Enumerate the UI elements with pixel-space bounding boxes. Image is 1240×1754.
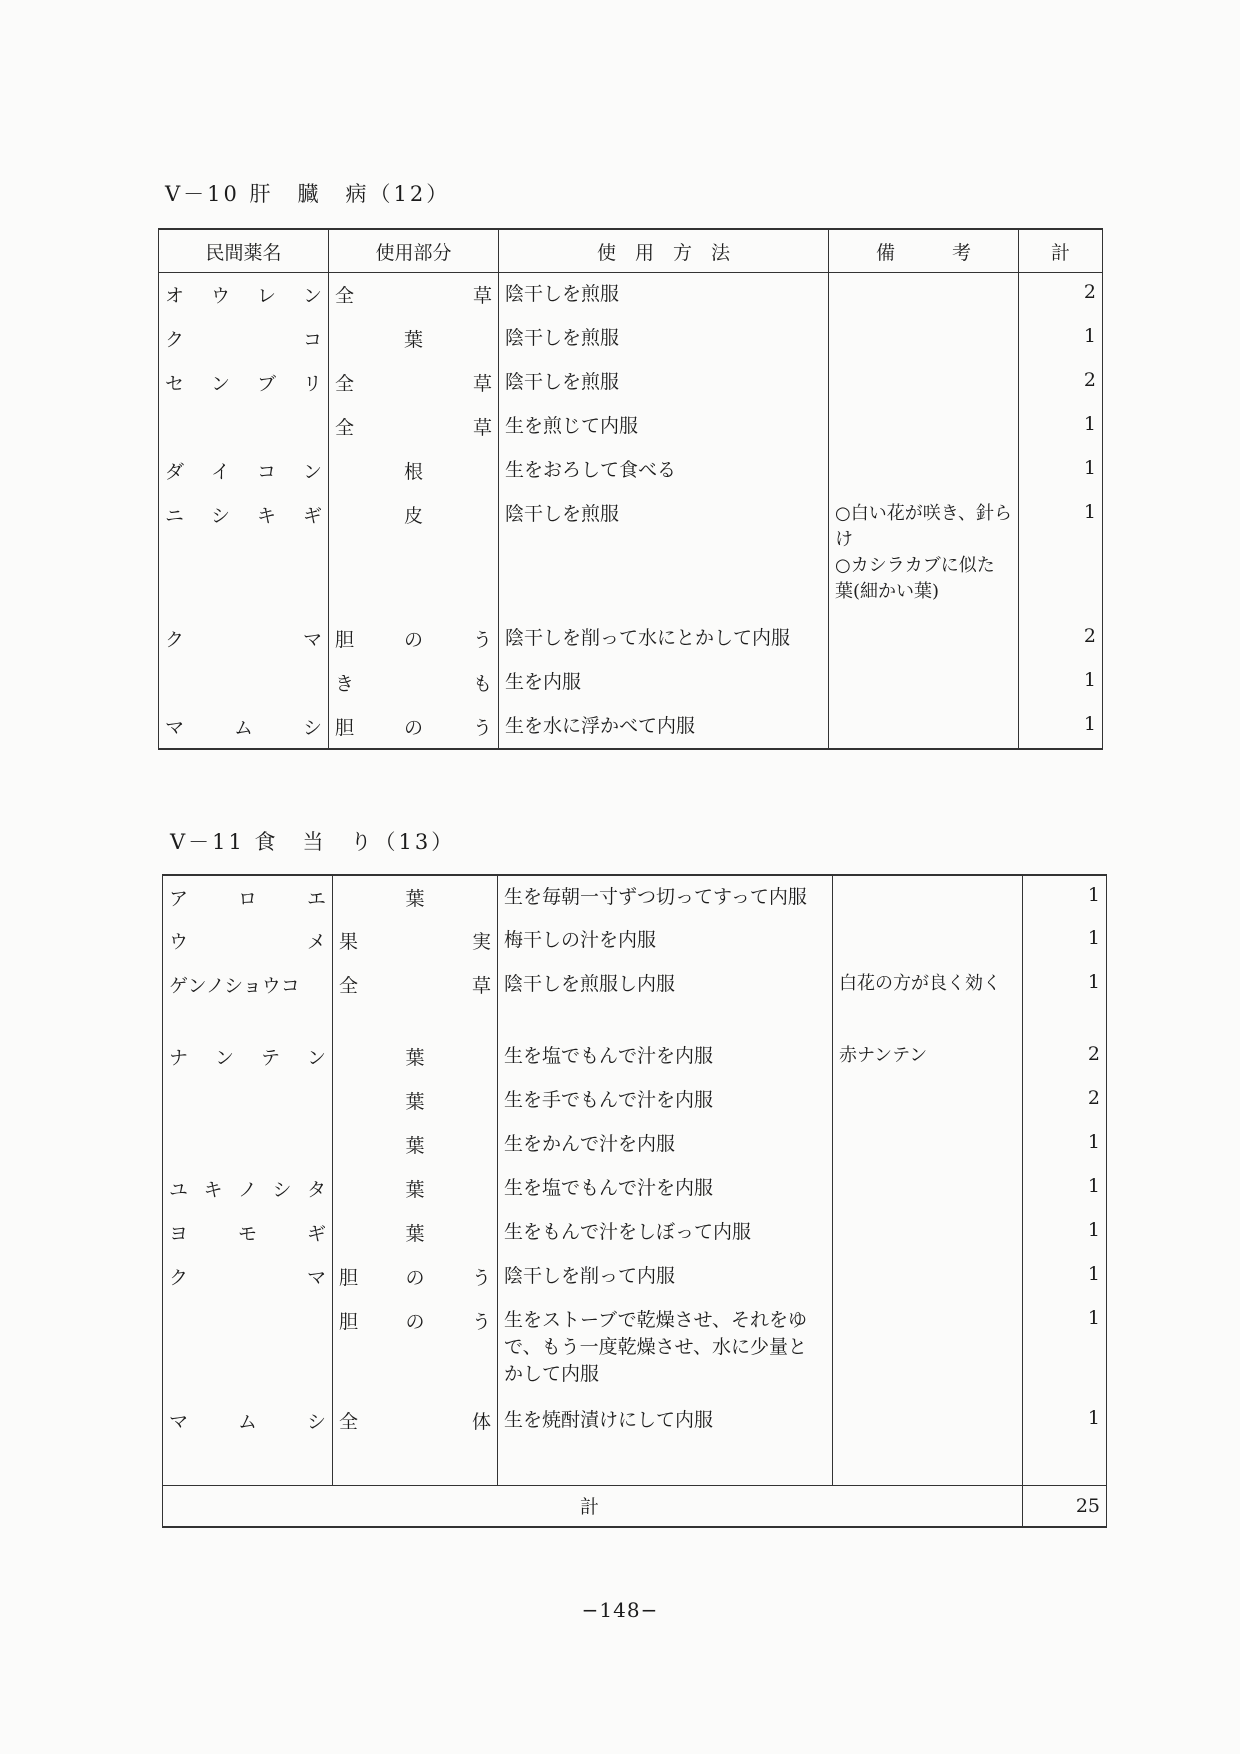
header-count: 計 [1019, 229, 1103, 273]
count: 1 [1019, 405, 1103, 449]
spread-text: 全 草 [335, 285, 492, 307]
spread-text: 全 草 [339, 975, 491, 997]
part-used [329, 617, 499, 661]
drug-name [163, 875, 333, 919]
count: 1 [1023, 1123, 1107, 1167]
table-row [159, 273, 1103, 317]
drug-name [163, 1167, 333, 1211]
remarks [833, 1399, 1023, 1485]
spread-text: ク マ [169, 1267, 326, 1289]
spread-text: ウ メ [169, 931, 326, 953]
remarks: 白花の方が良く効く [833, 963, 1023, 1035]
part-used [333, 919, 498, 963]
remarks [829, 705, 1019, 749]
drug-name [159, 317, 329, 361]
table-row [159, 617, 1103, 661]
usage-method: 生を内服 [499, 661, 829, 705]
drug-name [159, 493, 329, 617]
usage-method: 生を煎じて内服 [499, 405, 829, 449]
count: 1 [1023, 1167, 1107, 1211]
part-used: 葉 [333, 1211, 498, 1255]
total-row [163, 1485, 1107, 1527]
remarks [829, 273, 1019, 317]
count: 2 [1019, 273, 1103, 317]
drug-name [159, 273, 329, 317]
count: 2 [1019, 617, 1103, 661]
part-used: 葉 [333, 875, 498, 919]
usage-method: 生を水に浮かべて内服 [499, 705, 829, 749]
usage-method: 梅干しの汁を内服 [498, 919, 833, 963]
remarks [829, 449, 1019, 493]
table-row [163, 1211, 1107, 1255]
table-row [163, 963, 1107, 1035]
part-used [333, 1255, 498, 1299]
drug-name [163, 1399, 333, 1485]
count: 1 [1023, 919, 1107, 963]
header-part: 使用部分 [329, 229, 499, 273]
count: 1 [1023, 963, 1107, 1035]
count: 1 [1023, 1211, 1107, 1255]
drug-name: ゲンノショウコ [163, 963, 333, 1035]
drug-name [163, 1299, 333, 1399]
drug-name [163, 1079, 333, 1123]
spread-text: 胆 の う [339, 1311, 491, 1333]
table-row [163, 1123, 1107, 1167]
spread-text: ダ イ コ ン [165, 460, 322, 483]
part-used: 葉 [333, 1079, 498, 1123]
spread-text: 胆 の う [335, 628, 492, 651]
table-header-row [159, 229, 1103, 273]
total-label: 計 [163, 1485, 1023, 1527]
usage-method: 生をおろして食べる [499, 449, 829, 493]
drug-name [163, 1123, 333, 1167]
drug-name [159, 449, 329, 493]
count: 1 [1019, 493, 1103, 617]
spread-text: 果 実 [339, 931, 491, 953]
remarks [829, 361, 1019, 405]
count: 1 [1023, 1255, 1107, 1299]
spread-text: マ ム シ [165, 716, 322, 739]
spread-text: マ ム シ [169, 1411, 326, 1433]
usage-method: 陰干しを煎服し内服 [498, 963, 833, 1035]
count: 1 [1023, 875, 1107, 919]
remarks [829, 405, 1019, 449]
drug-name [163, 1035, 333, 1079]
part-used: 葉 [333, 1035, 498, 1079]
part-used: 根 [329, 449, 499, 493]
spread-text: 胆 の う [339, 1267, 491, 1289]
usage-method: 生をストーブで乾燥させ、それをゆで、もう一度乾燥させ、水に少量とかして内服 [498, 1299, 833, 1399]
part-used [329, 405, 499, 449]
usage-method: 陰干しを煎服 [499, 317, 829, 361]
part-used [329, 361, 499, 405]
remarks [829, 317, 1019, 361]
table-row [163, 1167, 1107, 1211]
part-used: 皮 [329, 493, 499, 617]
remarks [833, 1211, 1023, 1255]
usage-method: 生を塩でもんで汁を内服 [498, 1167, 833, 1211]
usage-method: 陰干しを煎服 [499, 361, 829, 405]
spread-text: ニ シ キ ギ [165, 504, 322, 527]
table-row [163, 1255, 1107, 1299]
food-poisoning-table [162, 874, 1107, 1528]
remarks [833, 919, 1023, 963]
part-used [333, 1399, 498, 1485]
count: 2 [1023, 1079, 1107, 1123]
table-row [163, 875, 1107, 919]
header-name: 民間薬名 [159, 229, 329, 273]
table-row [163, 1399, 1107, 1485]
spread-text: セ ン ブ リ [165, 372, 322, 395]
remarks [833, 1167, 1023, 1211]
drug-name [159, 617, 329, 661]
usage-method: 陰干しを削って内服 [498, 1255, 833, 1299]
remarks [829, 661, 1019, 705]
remark-line: ○カシラカブに似た葉(細かい葉) [835, 554, 995, 602]
spread-text: オ ウ レ ン [165, 285, 322, 307]
usage-method: 生を焼酎漬けにして内服 [498, 1399, 833, 1485]
remarks: 赤ナンテン [833, 1035, 1023, 1079]
remarks [833, 1123, 1023, 1167]
remarks [833, 1255, 1023, 1299]
count: 2 [1019, 361, 1103, 405]
usage-method: 陰干しを煎服 [499, 273, 829, 317]
table-row [159, 405, 1103, 449]
count: 1 [1023, 1399, 1107, 1485]
spread-text: 全 草 [335, 416, 492, 439]
spread-text: ク マ [165, 628, 322, 651]
count: 1 [1019, 317, 1103, 361]
spread-text: 全 草 [335, 372, 492, 395]
table-row [159, 705, 1103, 749]
usage-method: 生をもんで汁をしぼって内服 [498, 1211, 833, 1255]
table-row [159, 317, 1103, 361]
header-note: 備 考 [829, 229, 1019, 273]
spread-text: ア ロ エ [169, 888, 326, 910]
table-row [159, 661, 1103, 705]
drug-name [159, 405, 329, 449]
spread-text: ク コ [165, 328, 322, 351]
table-row [163, 1299, 1107, 1399]
remarks [829, 493, 1019, 617]
drug-name [159, 661, 329, 705]
liver-disease-table [158, 228, 1103, 750]
drug-name [159, 361, 329, 405]
count: 1 [1019, 661, 1103, 705]
count: 1 [1023, 1299, 1107, 1399]
table-row [159, 361, 1103, 405]
spread-text: ユ キ ノ シ タ [169, 1179, 326, 1201]
remarks [833, 1079, 1023, 1123]
drug-name [159, 705, 329, 749]
remarks [833, 875, 1023, 919]
spread-text: 胆 の う [335, 716, 492, 739]
table-row [163, 1079, 1107, 1123]
count: 1 [1019, 449, 1103, 493]
spread-text: ナ ン テ ン [169, 1047, 326, 1069]
part-used: 葉 [329, 317, 499, 361]
remarks [833, 1299, 1023, 1399]
remark-line: ○白い花が咲き、針らけ [835, 502, 1012, 550]
part-used: 葉 [333, 1167, 498, 1211]
spread-text: ヨ モ ギ [169, 1223, 326, 1245]
usage-method: 生を手でもんで汁を内服 [498, 1079, 833, 1123]
remarks [829, 617, 1019, 661]
usage-method: 陰干しを煎服 [499, 493, 829, 617]
count: 1 [1019, 705, 1103, 749]
part-used [333, 963, 498, 1035]
spread-text: き も [335, 672, 492, 695]
part-used [329, 705, 499, 749]
table-row [163, 1035, 1107, 1079]
part-used: 葉 [333, 1123, 498, 1167]
usage-method: 生をかんで汁を内服 [498, 1123, 833, 1167]
spread-text: 全 体 [339, 1411, 491, 1433]
drug-name [163, 1211, 333, 1255]
part-used [333, 1299, 498, 1399]
total-value: 25 [1023, 1485, 1107, 1527]
part-used [329, 661, 499, 705]
usage-method: 生を毎朝一寸ずつ切ってすって内服 [498, 875, 833, 919]
table-row [159, 493, 1103, 617]
usage-method: 陰干しを削って水にとかして内服 [499, 617, 829, 661]
count: 2 [1023, 1035, 1107, 1079]
drug-name [163, 919, 333, 963]
part-used [329, 273, 499, 317]
section-title-food-poisoning: V－11 食 当 り（13） [170, 830, 456, 854]
header-method: 使 用 方 法 [499, 229, 829, 273]
page-number: −148− [581, 1598, 659, 1622]
section-title-liver: V－10 肝 臓 病（12） [165, 182, 451, 206]
table-row [163, 919, 1107, 963]
drug-name [163, 1255, 333, 1299]
usage-method: 生を塩でもんで汁を内服 [498, 1035, 833, 1079]
table-row [159, 449, 1103, 493]
